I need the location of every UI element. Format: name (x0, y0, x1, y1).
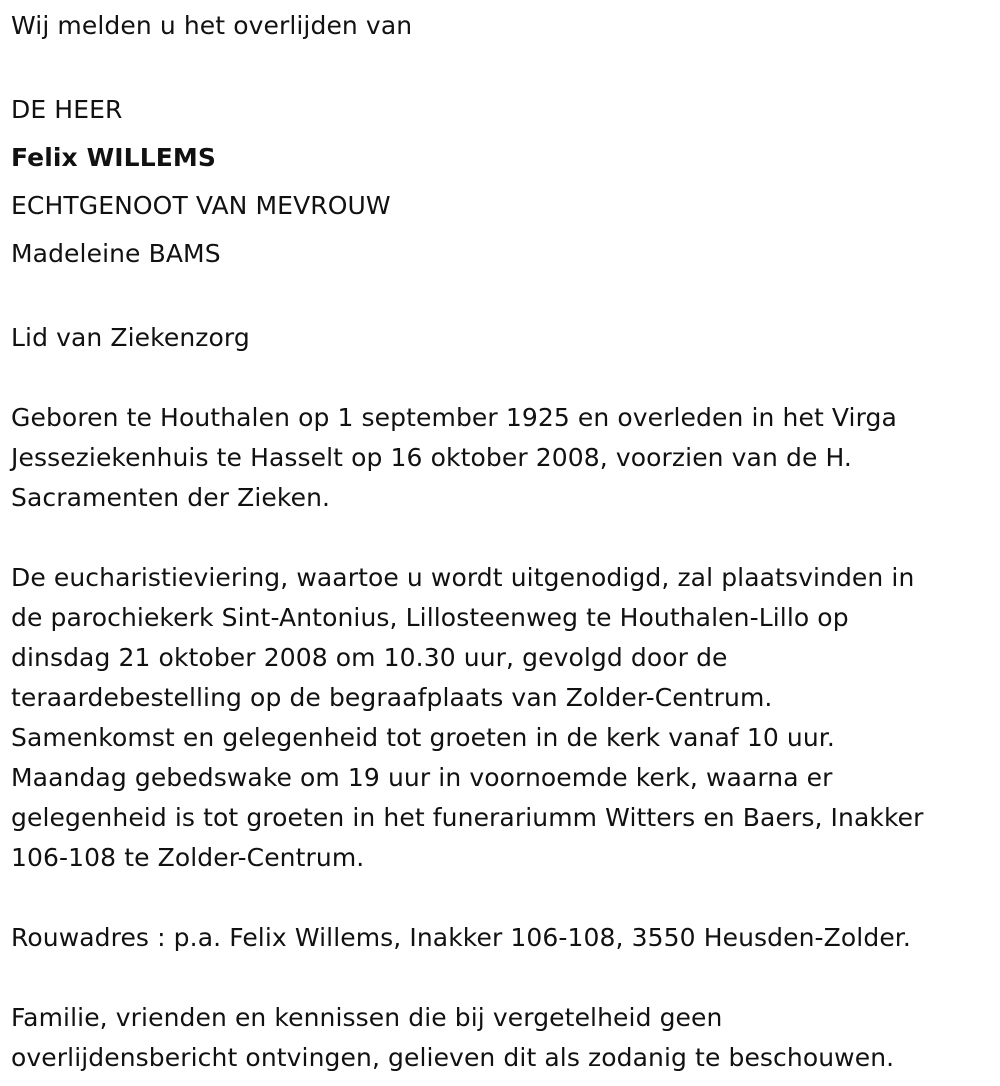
paragraph-line: Familie, vrienden en kennissen die bij vergetelheid geen (11, 1003, 723, 1032)
spacer (11, 358, 993, 398)
paragraph-line: dinsdag 21 oktober 2008 om 10.30 uur, gevolgd door de (11, 643, 728, 672)
ceremony-paragraph (11, 558, 993, 878)
paragraph-line: Sacramenten der Zieken. (11, 483, 331, 512)
paragraph-line: 106-108 te Zolder-Centrum. (11, 843, 365, 872)
intro-text: Wij melden u het overlijden van (11, 11, 413, 40)
paragraph-line: Samenkomst en gelegenheid tot groeten in de kerk vanaf 10 uur. (11, 723, 835, 752)
spacer (11, 46, 993, 86)
birth-death-paragraph (11, 398, 993, 518)
spacer (11, 278, 993, 318)
deceased-block (11, 86, 993, 278)
obituary-document (11, 6, 993, 1078)
spacer (11, 958, 993, 998)
spacer (11, 518, 993, 558)
paragraph-line: gelegenheid is tot groeten in het funerariumm Witters en Baers, Inakker (11, 803, 924, 832)
spouse-label: ECHTGENOOT VAN MEVROUW (11, 191, 391, 220)
paragraph-line: overlijdensbericht ontvingen, gelieven dit als zodanig te beschouwen. (11, 1043, 895, 1072)
paragraph-line: Jesseziekenhuis te Hasselt op 16 oktober 2008, voorzien van de H. (11, 443, 852, 472)
membership-text: Lid van Ziekenzorg (11, 323, 250, 352)
closing-paragraph (11, 998, 993, 1078)
paragraph-line: de parochiekerk Sint-Antonius, Lillosteenweg te Houthalen-Lillo op (11, 603, 849, 632)
paragraph-line: Geboren te Houthalen op 1 september 1925 en overleden in het Virga (11, 403, 897, 432)
spacer (11, 878, 993, 918)
address-text: Rouwadres : p.a. Felix Willems, Inakker 106-108, 3550 Heusden-Zolder. (11, 923, 911, 952)
paragraph-line: De eucharistieviering, waartoe u wordt uitgenodigd, zal plaatsvinden in (11, 563, 915, 592)
title-text: DE HEER (11, 95, 123, 124)
deceased-name: Felix WILLEMS (11, 143, 216, 172)
paragraph-line: Maandag gebedswake om 19 uur in voornoemde kerk, waarna er (11, 763, 833, 792)
spouse-name: Madeleine BAMS (11, 239, 221, 268)
paragraph-line: teraardebestelling op de begraafplaats van Zolder-Centrum. (11, 683, 773, 712)
